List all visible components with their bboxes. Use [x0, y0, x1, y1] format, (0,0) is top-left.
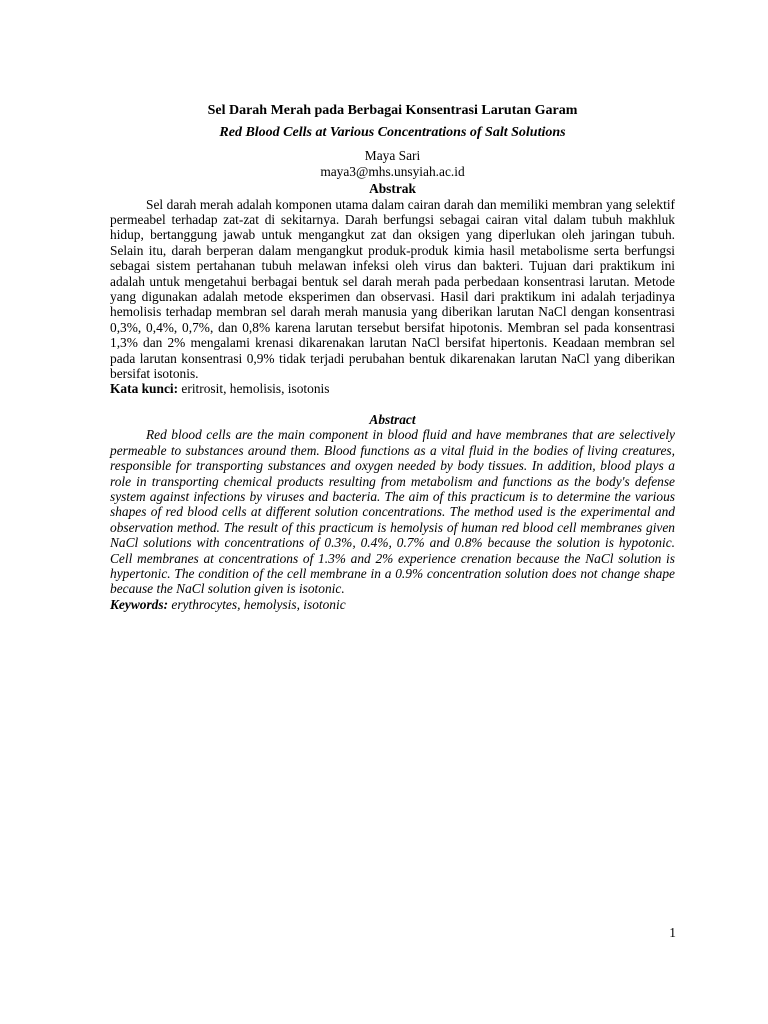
- paper-title: Sel Darah Merah pada Berbagai Konsentrasi Larutan Garam: [207, 103, 578, 118]
- abstract-heading: Abstract: [369, 411, 416, 427]
- author-email: maya3@mhs.unsyiah.ac.id: [320, 163, 465, 179]
- abstract-body: Red blood cells are the main component in blood fluid and have membranes that are selectively permeable to substances around them. Blood functions as a vital fluid in the bodies of living creatures, responsible for transporting substances and oxygen needed by body tissues. In addition, blood plays a role in transporting chemical products resulting from metabolism and functions as the body's defense system against infections by viruses and bacteria. The aim of this practicum is to determine the various shapes of red blood cells at different solution concentrations. The method used is the experimental and observation method. The result of this practicum is hemolysis of human red blood cell membranes given NaCl solutions with concentrations of 0.3%, 0.4%, 0.7% and 0.8% because the solution is hypotonic. Cell membranes at concentrations of 1.3% and 2% experience crenation because the NaCl solution is hypertonic. The condition of the cell membrane in a 0.9% concentration solution does not change shape because the NaCl solution given is isotonic.: [110, 427, 675, 597]
- keywords-values: erythrocytes, hemolysis, isotonic: [168, 596, 346, 612]
- page-number: 1: [669, 925, 676, 940]
- kata-kunci-values: eritrosit, hemolisis, isotonis: [178, 381, 330, 397]
- abstrak-body: Sel darah merah adalah komponen utama dalam cairan darah dan memiliki membran yang selektif permeabel terhadap zat-zat di sekitarnya. Darah berfungsi sebagai cairan vital dalam tubuh makhluk hidup, bertanggung jawab untuk mengangkut zat dan oksigen yang diperlukan oleh jaringan tubuh. Selain itu, darah berperan dalam mengangkut produk-produk kimia hasil metabolisme serta berfungsi sebagai sistem pertahanan tubuh melawan infeksi oleh virus dan bakteri. Tujuan dari praktikum ini adalah untuk mengetahui berbagai bentuk sel darah merah pada perbedaan konsentrasi larutan. Metode yang digunakan adalah metode eksperimen dan observasi. Hasil dari praktikum ini adalah terjadinya hemolisis terhadap membran sel darah merah manusia yang diberikan larutan NaCl dengan konsentrasi 0,3%, 0,4%, 0,7%, dan 0,8% karena larutan tersebut bersifat hipotonis. Membran sel pada konsentrasi 1,3% dan 2% mengalami krenasi dikarenakan larutan NaCl bersifat hipertonis. Keadaan membran sel pada larutan konsentrasi 0,9% tidak terjadi perubahan bentuk dikarenakan larutan NaCl yang diberikan bersifat isotonis.: [110, 196, 675, 381]
- keywords-label: Keywords:: [110, 596, 169, 612]
- paper-title-english: Red Blood Cells at Various Concentrations of Salt Solutions: [219, 125, 566, 140]
- author-name: Maya Sari: [364, 148, 421, 163]
- kata-kunci-label: Kata kunci:: [110, 381, 179, 397]
- kata-kunci-line: [110, 381, 675, 397]
- abstrak-heading: Abstrak: [369, 181, 416, 196]
- paper-page: [110, 102, 675, 612]
- keywords-line: [110, 597, 675, 613]
